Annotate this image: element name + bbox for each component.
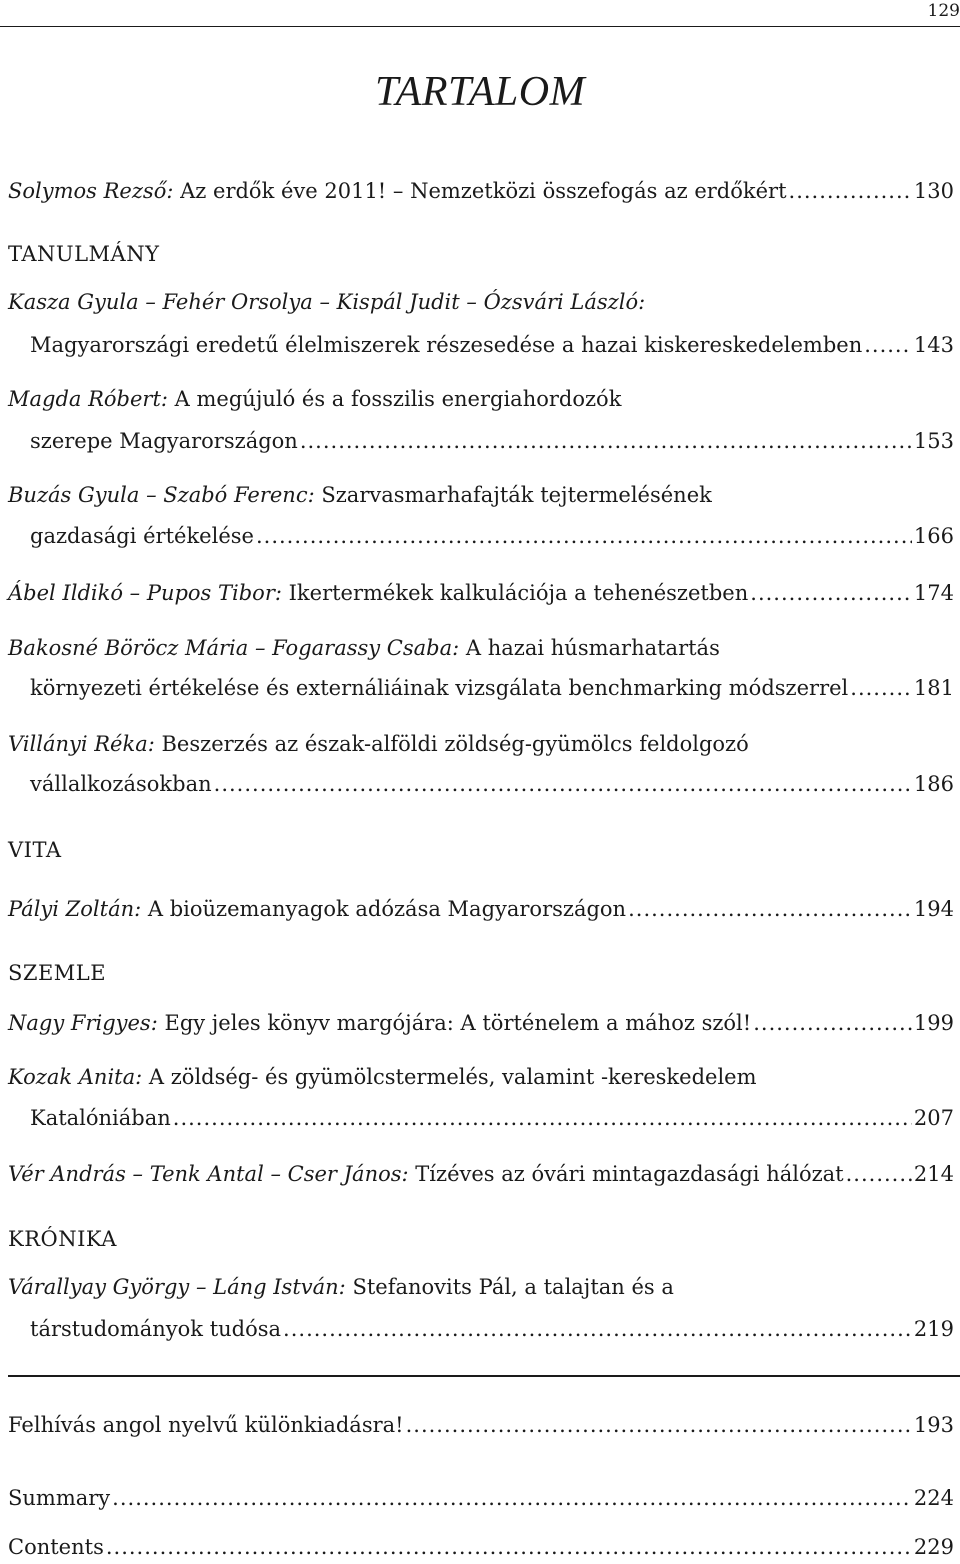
- toc-title: Egy jeles könyv margójára: A történelem a mához szól!: [164, 1011, 752, 1035]
- toc-title: Magyarországi eredetű élelmiszerek részesedése a hazai kiskereskedelemben: [30, 333, 863, 357]
- toc-title: Felhívás angol nyelvű különkiadásra!: [8, 1413, 404, 1437]
- leader-dots: [214, 767, 912, 801]
- leader-dots: [789, 174, 912, 208]
- toc-entry-3-line2[interactable]: [30, 519, 954, 553]
- toc-title: A megújuló és a fosszilis energiahordozók: [174, 387, 622, 411]
- toc-author: Kasza Gyula – Fehér Orsolya – Kispál Judit – Ózsvári László:: [8, 290, 646, 314]
- toc-author: Solymos Rezső:: [8, 179, 174, 203]
- toc-title: Ikertermékek kalkulációja a tehenészetben: [288, 581, 749, 605]
- toc-entry-6-line2[interactable]: [30, 767, 954, 801]
- section-heading-szemle: SZEMLE: [8, 961, 107, 985]
- toc-entry-1-line2[interactable]: [30, 328, 954, 362]
- section-heading-tanulmany: TANULMÁNY: [8, 242, 160, 266]
- toc-entry-3-line1[interactable]: [8, 478, 954, 512]
- toc-page: 181: [913, 676, 954, 700]
- toc-entry-2-line2[interactable]: [30, 424, 954, 458]
- toc-page: 214: [913, 1162, 954, 1186]
- toc-title-cont: szerepe Magyarországon: [30, 429, 298, 453]
- toc-author: Kozak Anita:: [8, 1065, 143, 1089]
- toc-entry-4[interactable]: [8, 576, 954, 610]
- leader-dots: [300, 424, 912, 458]
- leader-dots: [112, 1481, 912, 1515]
- toc-page: 166: [913, 524, 954, 548]
- leader-dots: [864, 328, 912, 362]
- toc-page: 199: [913, 1011, 954, 1035]
- toc-entry-intro[interactable]: [8, 174, 954, 208]
- toc-title-cont: környezeti értékelése és externáliáinak vizsgálata benchmarking módszerrel: [30, 676, 849, 700]
- leader-dots: [753, 1006, 912, 1040]
- toc-title: Tízéves az óvári mintagazdasági hálózat: [415, 1162, 844, 1186]
- toc-entry-1-line1[interactable]: [8, 285, 954, 319]
- toc-entry-7[interactable]: [8, 892, 954, 926]
- toc-author: Nagy Frigyes:: [8, 1011, 158, 1035]
- leader-dots: [850, 671, 912, 705]
- leader-dots: [106, 1530, 912, 1564]
- section-divider: [8, 1375, 960, 1377]
- toc-entry-contents[interactable]: [8, 1530, 954, 1564]
- toc-page: 143: [913, 333, 954, 357]
- toc-title: Az erdők éve 2011! – Nemzetközi összefogás az erdőkért: [180, 179, 787, 203]
- toc-entry-10[interactable]: [8, 1157, 954, 1191]
- toc-author: Várallyay György – Láng István:: [8, 1275, 346, 1299]
- toc-title: Szarvasmarhafajták tejtermelésének: [321, 483, 712, 507]
- toc-page: 229: [913, 1535, 954, 1559]
- toc-entry-9-line2[interactable]: [30, 1101, 954, 1135]
- toc-page: 207: [913, 1106, 954, 1130]
- toc-author: Vér András – Tenk Antal – Cser János:: [8, 1162, 409, 1186]
- toc-entry-call[interactable]: [8, 1408, 954, 1442]
- toc-author: Magda Róbert:: [8, 387, 168, 411]
- leader-dots: [846, 1157, 912, 1191]
- toc-entry-2-line1[interactable]: [8, 382, 954, 416]
- toc-author: Villányi Réka:: [8, 732, 155, 756]
- toc-entry-9-line1[interactable]: [8, 1060, 954, 1094]
- toc-author: Bakosné Böröcz Mária – Fogarassy Csaba:: [8, 636, 460, 660]
- section-heading-kronika: KRÓNIKA: [8, 1227, 117, 1251]
- toc-page: 174: [913, 581, 954, 605]
- leader-dots: [628, 892, 912, 926]
- leader-dots: [750, 576, 912, 610]
- toc-title-cont: vállalkozásokban: [30, 772, 212, 796]
- toc-author: Buzás Gyula – Szabó Ferenc:: [8, 483, 315, 507]
- toc-page: 193: [913, 1413, 954, 1437]
- page-number: 129: [927, 1, 960, 21]
- leader-dots: [283, 1312, 912, 1346]
- toc-page: 153: [913, 429, 954, 453]
- toc-title: Summary: [8, 1486, 111, 1510]
- toc-entry-5-line2[interactable]: [30, 671, 954, 705]
- toc-title: Stefanovits Pál, a talajtan és a: [352, 1275, 674, 1299]
- toc-title: Contents: [8, 1535, 104, 1559]
- toc-entry-5-line1[interactable]: [8, 631, 954, 665]
- section-heading-vita: VITA: [8, 838, 62, 862]
- toc-page: 194: [913, 897, 954, 921]
- toc-title-cont: Katalóniában: [30, 1106, 171, 1130]
- toc-entry-11-line1[interactable]: [8, 1270, 954, 1304]
- toc-entry-summary[interactable]: [8, 1481, 954, 1515]
- toc-title: A zöldség- és gyümölcstermelés, valamint -kereskedelem: [148, 1065, 757, 1089]
- leader-dots: [406, 1408, 912, 1442]
- toc-entry-6-line1[interactable]: [8, 727, 954, 761]
- toc-title: A hazai húsmarhatartás: [465, 636, 720, 660]
- toc-page: 186: [913, 772, 954, 796]
- page-title: TARTALOM: [374, 69, 586, 115]
- toc-title: A bioüzemanyagok adózása Magyarországon: [147, 897, 627, 921]
- toc-page: 224: [913, 1486, 954, 1510]
- toc-entry-11-line2[interactable]: [30, 1312, 954, 1346]
- toc-author: Pályi Zoltán:: [8, 897, 142, 921]
- toc-author: Ábel Ildikó – Pupos Tibor:: [8, 581, 282, 605]
- toc-title: Beszerzés az észak-alföldi zöldség-gyümölcs feldolgozó: [161, 732, 749, 756]
- toc-page: 130: [913, 179, 954, 203]
- leader-dots: [256, 519, 912, 553]
- toc-entry-8[interactable]: [8, 1006, 954, 1040]
- toc-title-cont: társtudományok tudósa: [30, 1317, 282, 1341]
- toc-title-cont: gazdasági értékelése: [30, 524, 254, 548]
- toc-page: 219: [913, 1317, 954, 1341]
- leader-dots: [173, 1101, 912, 1135]
- header-rule: [0, 26, 960, 27]
